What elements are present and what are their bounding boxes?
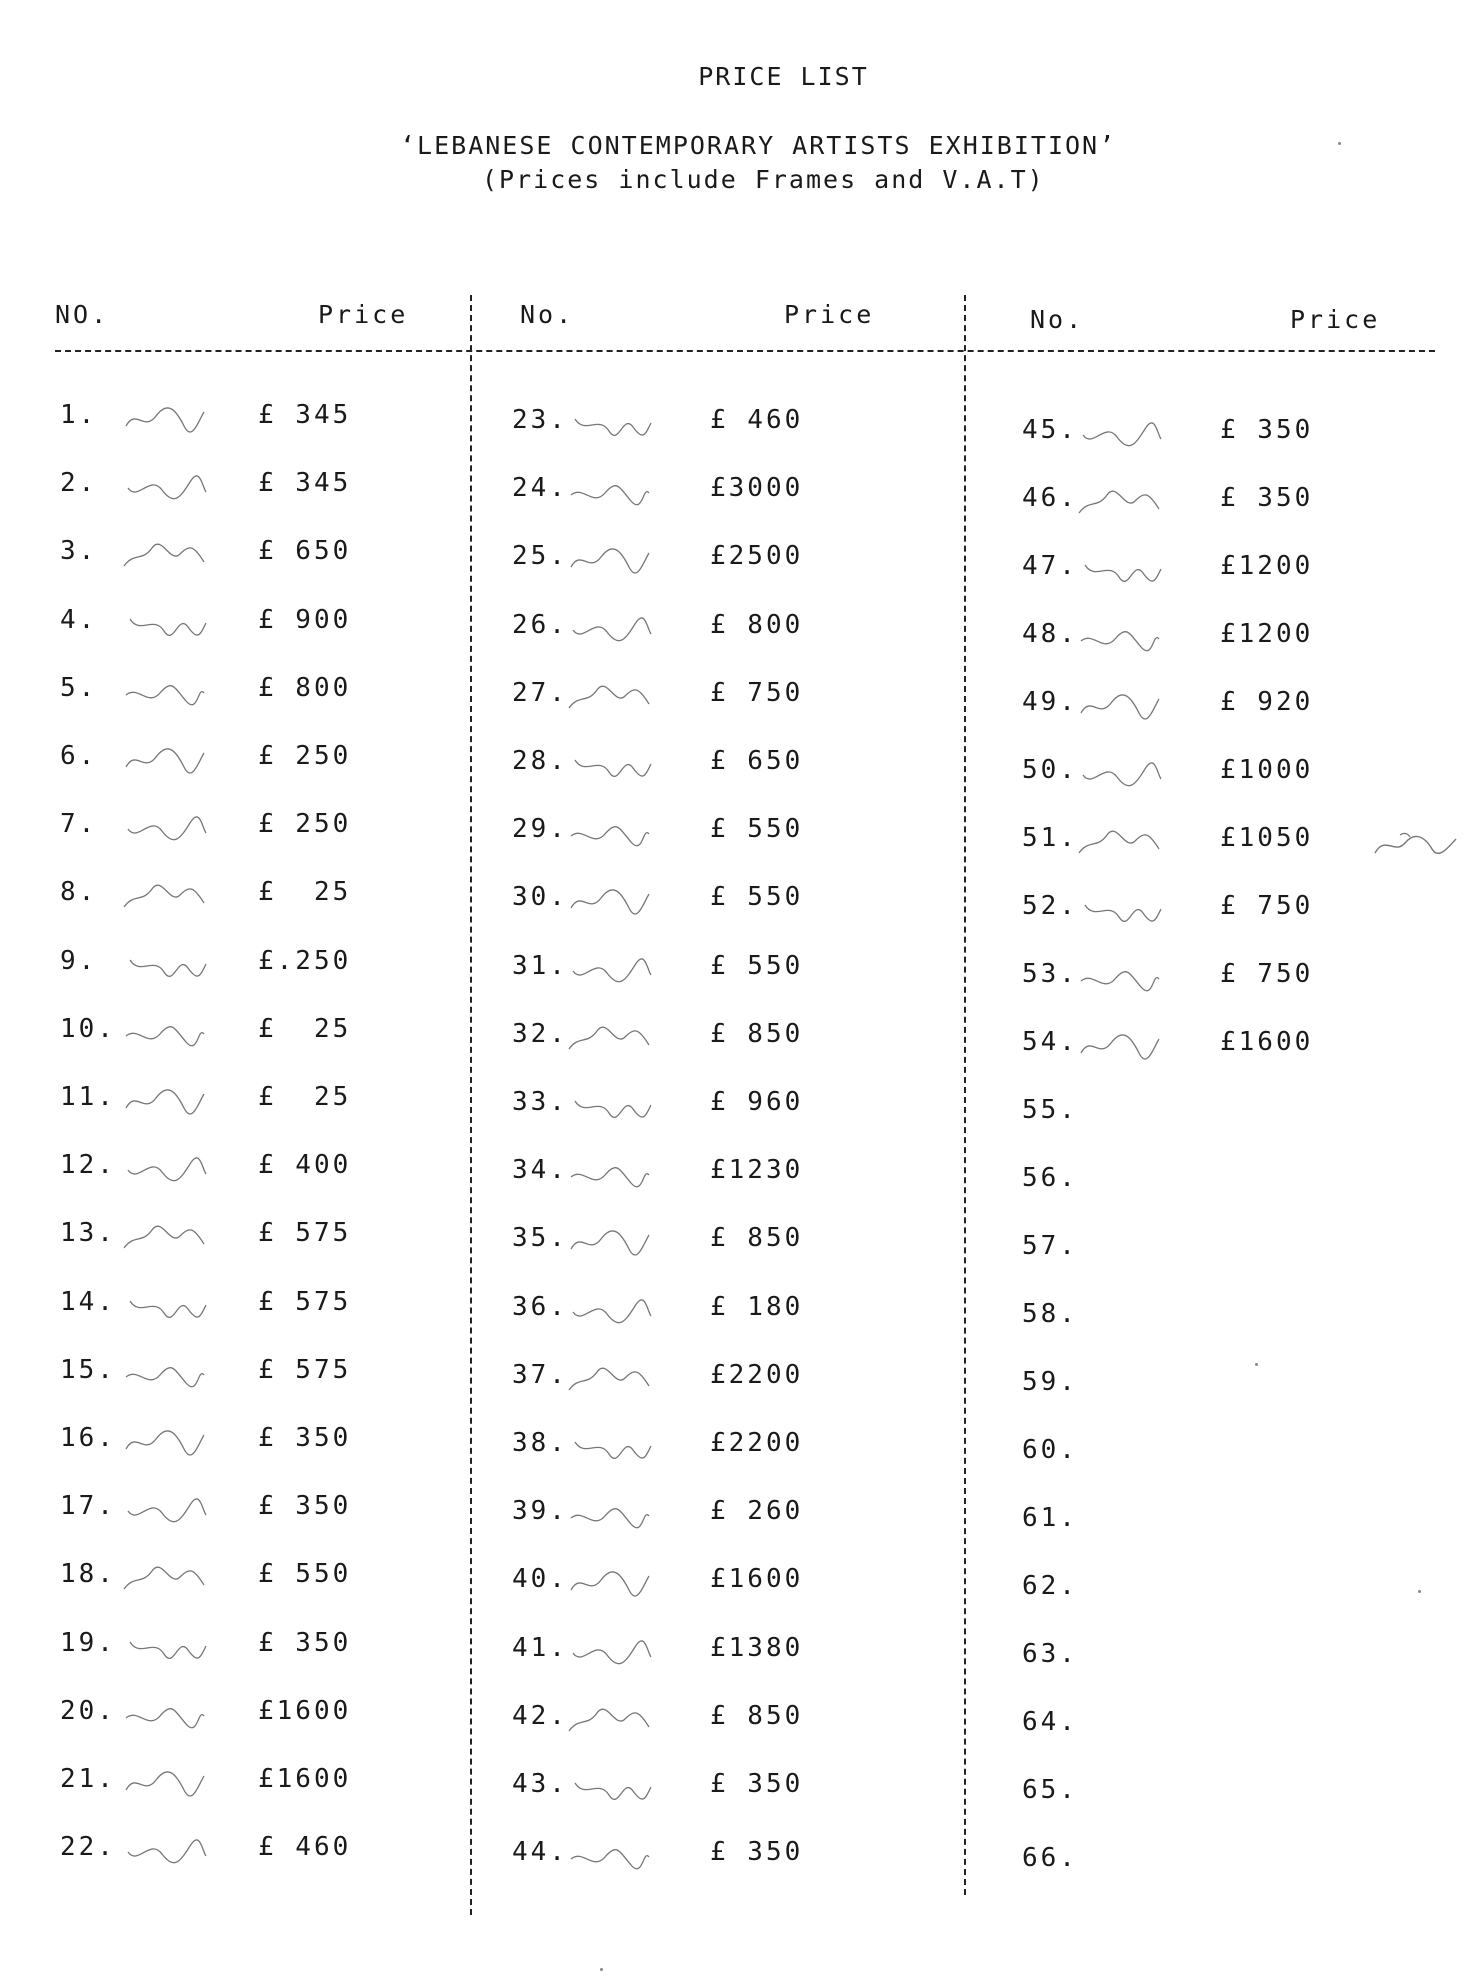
table-row — [512, 1564, 932, 1604]
table-row — [1022, 1027, 1442, 1067]
item-number: 37. — [512, 1360, 568, 1390]
item-number: 15. — [60, 1355, 116, 1385]
item-number: 66. — [1022, 1843, 1078, 1873]
item-price: £ 350 — [1220, 483, 1314, 513]
handwritten-artist-name — [565, 1496, 655, 1536]
handwritten-artist-name — [565, 1087, 655, 1127]
item-number: 27. — [512, 678, 568, 708]
item-number: 12. — [60, 1150, 116, 1180]
handwritten-artist-name — [565, 1633, 655, 1673]
item-number: 35. — [512, 1223, 568, 1253]
item-price: £ 575 — [258, 1218, 352, 1248]
item-price: £ 920 — [1220, 687, 1314, 717]
item-price: £ 850 — [710, 1019, 804, 1049]
item-number: 21. — [60, 1764, 116, 1794]
handwritten-artist-name — [565, 610, 655, 650]
handwritten-artist-name — [120, 468, 210, 508]
item-price: £1600 — [258, 1764, 352, 1794]
item-price: £ 960 — [710, 1087, 804, 1117]
handwritten-artist-name — [565, 1564, 655, 1604]
handwritten-artist-name — [565, 473, 655, 513]
table-row — [1022, 1163, 1442, 1203]
table-row — [60, 1287, 480, 1327]
item-number: 16. — [60, 1423, 116, 1453]
item-number: 6. — [60, 741, 98, 771]
item-number: 10. — [60, 1014, 116, 1044]
col2-price-header: Price — [784, 300, 875, 329]
table-row — [512, 1155, 932, 1195]
table-row — [60, 877, 480, 917]
table-row — [512, 541, 932, 581]
handwritten-artist-name — [120, 1287, 210, 1327]
table-row — [1022, 1367, 1442, 1407]
item-price: £ 260 — [710, 1496, 804, 1526]
handwritten-artist-name — [565, 951, 655, 991]
item-price: £3000 — [710, 473, 804, 503]
item-price: £ 750 — [710, 678, 804, 708]
table-row — [512, 610, 932, 650]
item-number: 14. — [60, 1287, 116, 1317]
table-row — [60, 400, 480, 440]
handwritten-artist-name — [565, 1701, 655, 1741]
handwritten-artist-name — [1075, 823, 1165, 863]
handwritten-artist-name — [1075, 687, 1165, 727]
table-row — [512, 1019, 932, 1059]
handwritten-artist-name — [120, 946, 210, 986]
table-row — [512, 1360, 932, 1400]
item-price: £ 550 — [710, 951, 804, 981]
table-row — [512, 814, 932, 854]
table-row — [512, 678, 932, 718]
item-number: 18. — [60, 1559, 116, 1589]
table-row — [1022, 619, 1442, 659]
item-number: 20. — [60, 1696, 116, 1726]
item-number: 36. — [512, 1292, 568, 1322]
item-number: 58. — [1022, 1299, 1078, 1329]
table-row — [60, 809, 480, 849]
handwritten-artist-name — [565, 1019, 655, 1059]
item-number: 7. — [60, 809, 98, 839]
table-row — [60, 946, 480, 986]
item-number: 40. — [512, 1564, 568, 1594]
table-row — [512, 951, 932, 991]
item-number: 32. — [512, 1019, 568, 1049]
table-row — [60, 1491, 480, 1531]
item-price: £ 850 — [710, 1223, 804, 1253]
table-row — [512, 405, 932, 445]
table-row — [512, 1701, 932, 1741]
handwritten-artist-name — [565, 1223, 655, 1263]
item-number: 23. — [512, 405, 568, 435]
handwritten-artist-name — [120, 536, 210, 576]
handwritten-artist-name — [120, 809, 210, 849]
table-row — [1022, 1639, 1442, 1679]
item-price: £1200 — [1220, 619, 1314, 649]
handwritten-artist-name — [120, 1764, 210, 1804]
item-number: 34. — [512, 1155, 568, 1185]
item-number: 53. — [1022, 959, 1078, 989]
table-row — [1022, 1095, 1442, 1135]
handwritten-artist-name — [1075, 891, 1165, 931]
item-number: 11. — [60, 1082, 116, 1112]
item-price: £ 460 — [258, 1832, 352, 1862]
table-row — [60, 1014, 480, 1054]
item-number: 30. — [512, 882, 568, 912]
item-number: 24. — [512, 473, 568, 503]
table-row — [60, 1218, 480, 1258]
scan-speck — [600, 1968, 603, 1971]
item-number: 1. — [60, 400, 98, 430]
item-price: £ 350 — [710, 1837, 804, 1867]
handwritten-artist-name — [120, 400, 210, 440]
item-price: £ 650 — [710, 746, 804, 776]
price-note: (Prices include Frames and V.A.T) — [482, 165, 1045, 194]
col3-price-header: Price — [1290, 305, 1381, 334]
handwritten-artist-name — [565, 1360, 655, 1400]
table-row — [1022, 959, 1442, 999]
item-number: 25. — [512, 541, 568, 571]
table-row — [60, 1150, 480, 1190]
item-price: £ 345 — [258, 468, 352, 498]
item-number: 9. — [60, 946, 98, 976]
handwritten-artist-name — [120, 741, 210, 781]
item-price: £ 575 — [258, 1355, 352, 1385]
handwritten-artist-name — [120, 1628, 210, 1668]
item-number: 39. — [512, 1496, 568, 1526]
table-row — [1022, 891, 1442, 931]
handwritten-artist-name — [565, 541, 655, 581]
handwritten-artist-name — [1075, 959, 1165, 999]
item-number: 56. — [1022, 1163, 1078, 1193]
item-price: £ 350 — [258, 1628, 352, 1658]
table-row — [1022, 1775, 1442, 1815]
handwritten-artist-name — [565, 882, 655, 922]
table-row — [60, 1764, 480, 1804]
item-price: £ 550 — [710, 882, 804, 912]
table-row — [60, 536, 480, 576]
table-row — [512, 1223, 932, 1263]
item-number: 8. — [60, 877, 98, 907]
handwritten-artist-name — [1075, 483, 1165, 523]
handwritten-artist-name — [565, 1769, 655, 1809]
item-price: £ 180 — [710, 1292, 804, 1322]
item-price: £1230 — [710, 1155, 804, 1185]
handwritten-artist-name — [565, 1155, 655, 1195]
table-row — [1022, 1571, 1442, 1611]
item-price: £ 350 — [710, 1769, 804, 1799]
item-price: £ 25 — [258, 1014, 352, 1044]
exhibition-title: ‘LEBANESE CONTEMPORARY ARTISTS EXHIBITION’ — [400, 131, 1117, 160]
item-price: £ 550 — [258, 1559, 352, 1589]
item-number: 65. — [1022, 1775, 1078, 1805]
table-row — [512, 746, 932, 786]
table-row — [1022, 755, 1442, 795]
table-row — [512, 473, 932, 513]
handwritten-artist-name — [565, 814, 655, 854]
item-number: 43. — [512, 1769, 568, 1799]
col2-no-header: No. — [520, 300, 575, 329]
table-row — [60, 673, 480, 713]
item-number: 63. — [1022, 1639, 1078, 1669]
item-number: 51. — [1022, 823, 1078, 853]
table-row — [60, 605, 480, 645]
item-number: 57. — [1022, 1231, 1078, 1261]
handwritten-artist-name — [120, 673, 210, 713]
table-row — [1022, 551, 1442, 591]
item-number: 38. — [512, 1428, 568, 1458]
item-number: 17. — [60, 1491, 116, 1521]
table-row — [1022, 1707, 1442, 1747]
item-price: £ 350 — [258, 1423, 352, 1453]
item-number: 50. — [1022, 755, 1078, 785]
handwritten-artist-name — [565, 678, 655, 718]
col1-price-header: Price — [318, 300, 409, 329]
item-number: 4. — [60, 605, 98, 635]
item-price: £ 460 — [710, 405, 804, 435]
handwritten-artist-name — [120, 1218, 210, 1258]
item-price: £ 25 — [258, 877, 352, 907]
table-row — [60, 741, 480, 781]
scan-speck — [1418, 1590, 1421, 1593]
item-price: £ 850 — [710, 1701, 804, 1731]
item-price: £2200 — [710, 1360, 804, 1390]
item-price: £ 750 — [1220, 959, 1314, 989]
handwritten-artist-name — [565, 746, 655, 786]
table-row — [1022, 483, 1442, 523]
item-number: 52. — [1022, 891, 1078, 921]
item-number: 47. — [1022, 551, 1078, 581]
item-price: £1600 — [258, 1696, 352, 1726]
handwritten-artist-name — [1075, 551, 1165, 591]
item-number: 13. — [60, 1218, 116, 1248]
item-number: 55. — [1022, 1095, 1078, 1125]
handwritten-artist-name — [120, 1832, 210, 1872]
table-row — [1022, 415, 1442, 455]
table-row — [512, 882, 932, 922]
handwritten-artist-name — [120, 605, 210, 645]
item-number: 5. — [60, 673, 98, 703]
item-price: £2500 — [710, 541, 804, 571]
table-row — [60, 1628, 480, 1668]
item-price: £1600 — [710, 1564, 804, 1594]
handwritten-artist-name — [120, 1082, 210, 1122]
item-number: 19. — [60, 1628, 116, 1658]
item-number: 62. — [1022, 1571, 1078, 1601]
handwritten-artist-name — [120, 1696, 210, 1736]
item-price: £ 800 — [258, 673, 352, 703]
table-row — [60, 1082, 480, 1122]
item-price: £ 750 — [1220, 891, 1314, 921]
item-number: 64. — [1022, 1707, 1078, 1737]
handwritten-artist-name — [565, 1837, 655, 1877]
item-price: £1000 — [1220, 755, 1314, 785]
table-row — [1022, 1299, 1442, 1339]
item-number: 33. — [512, 1087, 568, 1117]
table-row — [512, 1428, 932, 1468]
item-price: £ 250 — [258, 809, 352, 839]
page-title: PRICE LIST — [698, 62, 869, 91]
item-price: £ 25 — [258, 1082, 352, 1112]
handwritten-artist-name — [120, 877, 210, 917]
handwritten-artist-name — [1075, 755, 1165, 795]
handwritten-artist-name — [565, 1292, 655, 1332]
table-row — [512, 1496, 932, 1536]
item-number: 31. — [512, 951, 568, 981]
item-price: £ 350 — [258, 1491, 352, 1521]
item-price: £ 900 — [258, 605, 352, 635]
handwritten-artist-name — [565, 405, 655, 445]
table-row — [512, 1087, 932, 1127]
item-number: 2. — [60, 468, 98, 498]
table-row — [60, 1559, 480, 1599]
item-number: 61. — [1022, 1503, 1078, 1533]
item-number: 26. — [512, 610, 568, 640]
handwritten-artist-name — [120, 1150, 210, 1190]
item-price: £.250 — [258, 946, 352, 976]
item-number: 42. — [512, 1701, 568, 1731]
item-number: 60. — [1022, 1435, 1078, 1465]
handwritten-artist-name — [120, 1559, 210, 1599]
handwritten-artist-name — [120, 1355, 210, 1395]
item-number: 49. — [1022, 687, 1078, 717]
handwritten-artist-name — [1075, 1027, 1165, 1067]
table-row — [60, 1696, 480, 1736]
item-price: £ 575 — [258, 1287, 352, 1317]
handwritten-artist-name — [1075, 619, 1165, 659]
table-row — [1022, 1231, 1442, 1271]
item-number: 41. — [512, 1633, 568, 1663]
table-row — [1022, 1435, 1442, 1475]
table-row — [1022, 687, 1442, 727]
item-number: 46. — [1022, 483, 1078, 513]
handwritten-artist-name — [120, 1491, 210, 1531]
item-price: £ 650 — [258, 536, 352, 566]
handwritten-artist-name — [120, 1014, 210, 1054]
header-divider — [55, 350, 1435, 352]
table-row — [512, 1292, 932, 1332]
col3-no-header: No. — [1030, 305, 1085, 334]
handwritten-artist-name — [120, 1423, 210, 1463]
item-price: £ 800 — [710, 610, 804, 640]
scan-speck — [1338, 142, 1341, 145]
item-price: £1050 — [1220, 823, 1314, 853]
item-price: £ 350 — [1220, 415, 1314, 445]
table-row — [1022, 1503, 1442, 1543]
table-row — [60, 1832, 480, 1872]
item-number: 3. — [60, 536, 98, 566]
table-row — [1022, 1843, 1442, 1883]
item-price: £ 550 — [710, 814, 804, 844]
col1-no-header: NO. — [55, 300, 110, 329]
item-number: 44. — [512, 1837, 568, 1867]
item-number: 29. — [512, 814, 568, 844]
table-row — [512, 1633, 932, 1673]
table-row — [60, 1355, 480, 1395]
column-divider-2 — [964, 295, 966, 1895]
item-number: 59. — [1022, 1367, 1078, 1397]
item-price: £1200 — [1220, 551, 1314, 581]
item-number: 28. — [512, 746, 568, 776]
item-number: 54. — [1022, 1027, 1078, 1057]
item-price: £ 345 — [258, 400, 352, 430]
item-price: £ 250 — [258, 741, 352, 771]
item-price: £ 400 — [258, 1150, 352, 1180]
item-price: £2200 — [710, 1428, 804, 1458]
item-price: £1600 — [1220, 1027, 1314, 1057]
scan-speck — [1255, 1363, 1258, 1366]
table-row — [60, 468, 480, 508]
item-number: 45. — [1022, 415, 1078, 445]
item-price: £1380 — [710, 1633, 804, 1663]
item-number: 22. — [60, 1832, 116, 1862]
item-number: 48. — [1022, 619, 1078, 649]
margin-handwritten-note — [1370, 825, 1460, 865]
table-row — [512, 1837, 932, 1877]
handwritten-artist-name — [1075, 415, 1165, 455]
table-row — [512, 1769, 932, 1809]
table-row — [60, 1423, 480, 1463]
handwritten-artist-name — [565, 1428, 655, 1468]
